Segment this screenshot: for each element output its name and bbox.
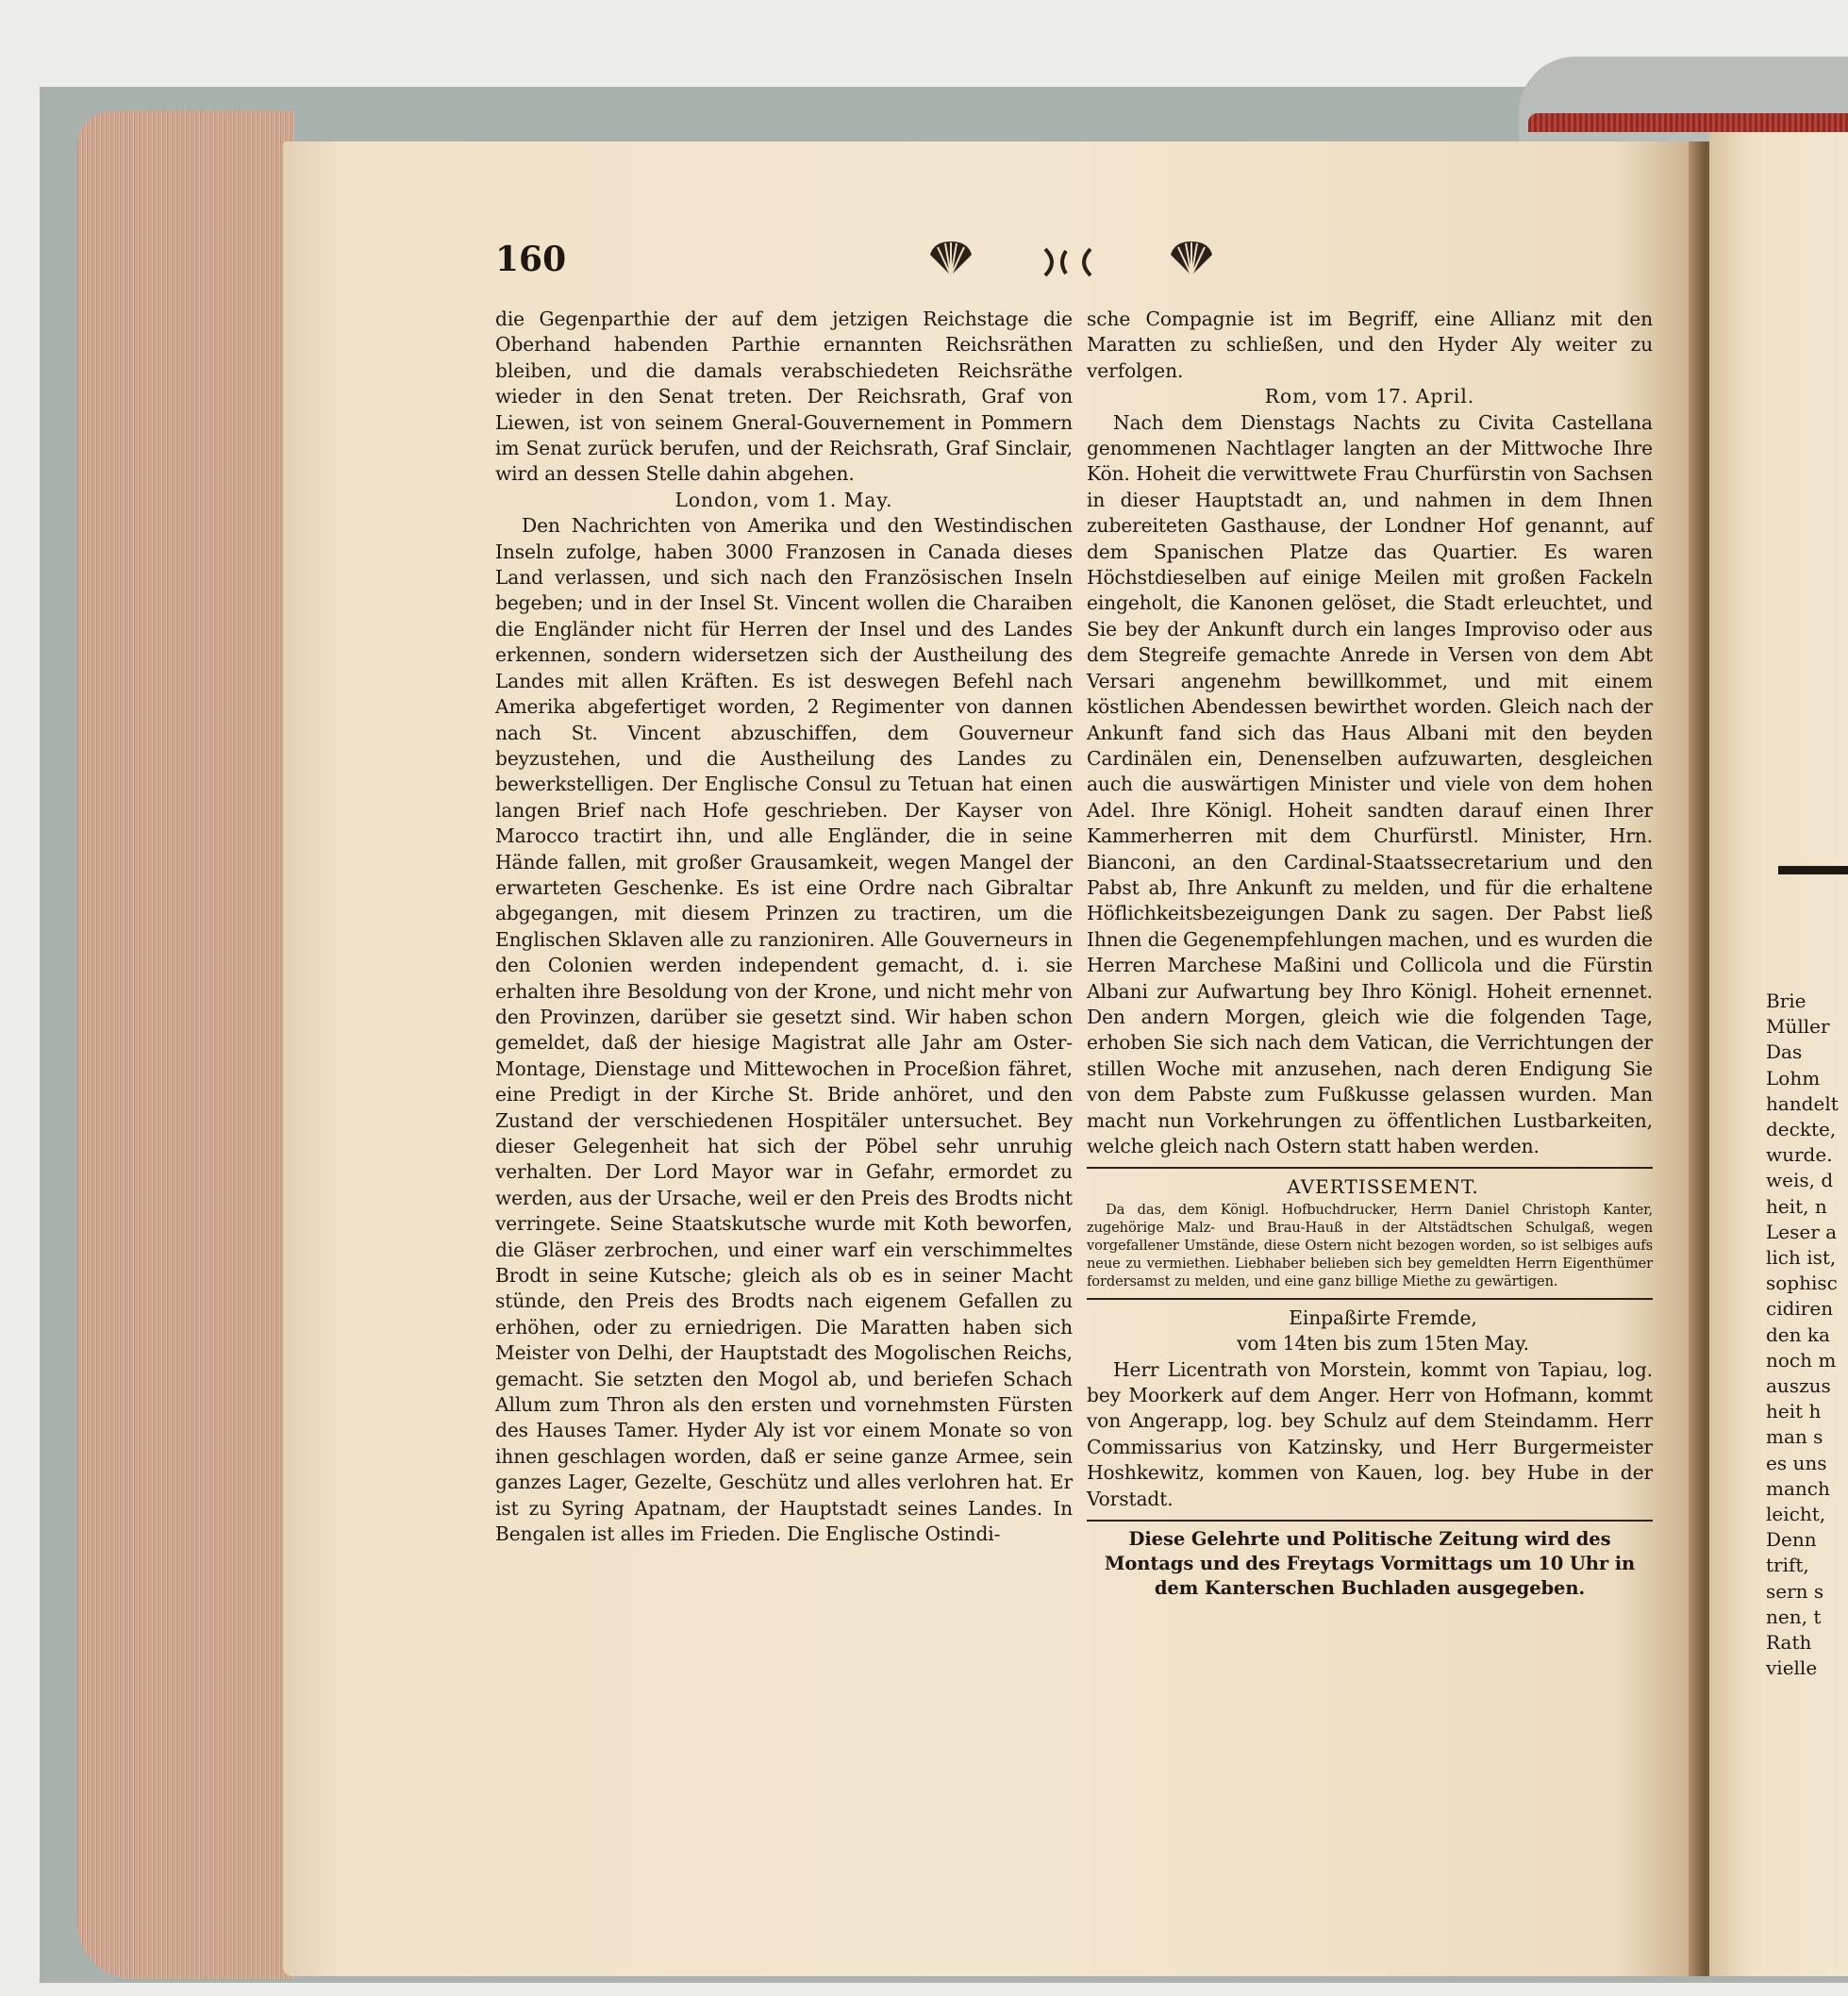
fragment-line: noch m [1766, 1348, 1837, 1372]
bookmark-ribbon [1528, 113, 1848, 132]
paragraph-rom: Nach dem Dienstags Nachts zu Civita Castellana genommenen Nachtlager langten an der Mittwoche Ihre Kön. Hoheit die verwittwete Frau Churfürstin von Sachsen in dieser Hauptstadt an, und nahmen in dem Ihnen zubereiteten Gasthause, der Londner Hof genannt, auf dem Spanischen Platze das Quartier. Es waren Höchstdieselben auf einige Meilen mit großen Fackeln eingeholt, die Kanonen gelöset, die Stadt erleuchtet, und Sie bey der Ankunft durch ein langes Improviso oder aus dem Stegreife gemachte Anrede in Versen von dem Abt Versari angenehm bewillkommet, und mit einem köstlichen Abendessen bewirthet worden. Gleich nach der Ankunft fand sich das Haus Albani mit den beyden Cardinälen ein, Denenselben aufzuwarten, desgleichen auch die auswärtigen Minister und viele von dem hohen Adel. Ihre Königl. Hoheit sandten darauf einen Ihrer Kammerherren mit dem Churfürstl. Minister, Hrn. Bianconi, an den Cardinal-Staatssecretarium und den Pabst ab, Ihre Ankunft zu melden, und für die erhaltene Höflichkeitsbezeigungen Dank zu sagen. Der Pabst ließ Ihnen die Gegenempfehlungen machen, und es wurden die Herren Marchese Maßini und Collicola und die Fürstin Albani zur Aufwartung bey Ihro Königl. Hoheit ernennet. Den andern Morgen, gleich wie die folgenden Tage, erhoben Sie sich nach dem Vatican, die Verrichtungen der stillen Woche mit anzusehen, nach deren Endigung Sie von dem Pabste zum Fußkusse gelassen wurden. Man macht nun Vorkehrungen zu öffentlichen Lustbarkeiten, welche gleich nach Ostern statt haben werden. [1087, 410, 1653, 1157]
fragment-line: Brie [1766, 990, 1806, 1012]
heading-london: London, vom 1. May. [674, 488, 893, 511]
advert-title: AVERTISSEMENT. [1287, 1175, 1479, 1199]
fragment-line: Lohm [1766, 1066, 1821, 1089]
fragment-line: deckte, [1766, 1118, 1837, 1141]
fragment-line: sophisc [1766, 1272, 1838, 1295]
right-column [1087, 307, 1653, 1601]
fragment-line: Rath [1766, 1631, 1812, 1655]
fragment-line: Das [1766, 1040, 1803, 1064]
footer-note: Diese Gelehrte und Politische Zeitung wird des Montags und des Freytags Vormittags um 10 Uhr in dem Kanterschen Buchladen ausgegeben. [1104, 1528, 1636, 1600]
divider [1087, 1167, 1653, 1169]
next-page-fragment [1766, 989, 1848, 1681]
divider [1087, 1298, 1653, 1300]
fragment-line: den ka [1766, 1322, 1830, 1346]
fragment-line: vielle [1766, 1656, 1818, 1680]
fragment-line: leicht, [1766, 1503, 1826, 1526]
fragment-line: handelt [1766, 1091, 1839, 1115]
fragment-line: auszus [1766, 1374, 1831, 1398]
fragment-line: sern s [1766, 1579, 1824, 1603]
paragraph-reichstag: die Gegenparthie der auf dem jetzigen Reichstage die Oberhand habenden Parthie ernannten Reichsräthen bleiben, und die damals verabschiedeten Reichsräthe wieder in den Senat treten. Der Reichsrath, Graf von Liewen, ist von seinem Gneral-Gouvernement in Pommern im Senat zurück berufen, und der Reichsrath, Graf Sinclair, wird an dessen Stelle dahin abgehen. [495, 308, 1073, 486]
fragment-line: Leser a [1766, 1220, 1838, 1243]
page-edges [77, 111, 294, 1979]
advert-text: Da das, dem Königl. Hofbuchdrucker, Herrn Daniel Christoph Kanter, zugehörige Malz- und Brau-Hauß in der Altstädtschen Schulgaß, wegen vorgefallener Umstände, diese Ostern nicht bezogen worden, so ist selbiges aufs neue zu vermiethen. Liebhaber belieben sich bey gemeldten Herrn Eigenthümer fordersamst zu melden, und eine ganz billige Miethe zu gewärtigen. [1087, 1201, 1653, 1289]
divider [1087, 1520, 1653, 1522]
left-column [495, 307, 1073, 1548]
fragment-line: cidiren [1766, 1297, 1834, 1321]
fragment-line: es uns [1766, 1451, 1827, 1474]
fragment-line: lich ist, [1766, 1246, 1837, 1270]
shell-icon [1165, 238, 1218, 279]
fremde-title: Einpaßirte Fremde, [1289, 1306, 1477, 1329]
fragment-line: nen, t [1766, 1605, 1822, 1628]
fragment-line: Müller [1766, 1015, 1830, 1039]
page-number: 160 [495, 240, 567, 279]
fragment-line: heit, n [1766, 1194, 1827, 1218]
paragraph-london: Den Nachrichten von Amerika und den Westindischen Inseln zufolge, haben 3000 Franzosen in Canada dieses Land verlassen, und sich nach den Französischen Inseln begeben; und in der Insel St. Vincent wollen die Charaiben die Engländer nicht für Herren der Insel und des Landes erkennen, sondern widersetzen sich der Austheilung des Landes mit allen Kräften. Es ist deswegen Befehl nach Amerika abgefertiget worden, 2 Regimenter von dannen nach St. Vincent abzuschiffen, dem Gouverneur beyzustehen, und die Austheilung des Landes zu bewerkstelligen. Der Englische Consul zu Tetuan hat einen langen Brief nach Hofe geschrieben. Der Kayser von Marocco tractirt ihn, und alle Engländer, die in seine Hände fallen, mit großer Grausamkeit, wegen Mangel der erwarteten Geschenke. Es ist eine Ordre nach Gibraltar abgegangen, mit diesem Prinzen zu tractiren, um die Englischen Sklaven alle zu ranzioniren. Alle Gouverneurs in den Colonien werden independent gemacht, d. i. sie erhalten ihre Besoldung von der Krone, und nicht mehr von den Provinzen, darüber sie gesetzt sind. Wir haben schon gemeldet, daß der hiesige Magistrat alle Jahr am Oster-Montage, Dienstage und Mittewochen in Proceßion fähret, eine Predigt in der Kirche St. Bride anhöret, und den Zustand der verschiedenen Hospitäler untersuchet. Bey dieser Gelegenheit hat sich der Pöbel sehr unruhig verhalten. Der Lord Mayor war in Gefahr, ermordet zu werden, aus der Ursache, weil er den Preis des Brodts nicht verringete. Seine Staatskutsche wurde mit Koth beworfen, die Gläser zerbrochen, und einer warf ein verschimmeltes Brodt in seine Kutsche; gleich als ob es in seiner Macht stünde, den Preis des Brodts nach eigenem Gefallen zu erhöhen, oder zu erniedrigen. Die Maratten haben sich Meister von Delhi, der Hauptstadt des Mogolischen Reichs, gemacht. Sie setzten den Mogol ab, und beriefen Schach Allum zum Thron als den ersten und vornehmsten Fürsten des Hauses Tamer. Hyder Aly ist vor einem Monate so von ihnen geschlagen worden, daß er seine ganze Armee, sein ganzes Lager, Gezelte, Geschütz und alles verlohren hat. Er ist zu Syring Apatnam, der Hauptstadt seines Landes. In Bengalen ist alles im Frieden. Die Englische Ostindi- [495, 514, 1073, 1546]
heading-rom: Rom, vom 17. April. [1264, 385, 1475, 408]
fremde-dates: vom 14ten bis zum 15ten May. [1237, 1332, 1529, 1356]
page-header [495, 234, 1656, 291]
fremde-text: Herr Licentrath von Morstein, kommt von Tapiau, log. bey Moorkerk auf dem Anger. Herr von Hofmann, kommt von Angerapp, log. bey Schulz auf dem Steindamm. Herr Commissarius von Katzinsky, und Herr Burgermeister Hoshkewitz, kommen von Kauen, log. bey Hube in der Vorstadt. [1087, 1357, 1653, 1510]
fleuron-icon [1038, 243, 1098, 281]
fragment-line: manch [1766, 1476, 1830, 1500]
next-page-rule [1778, 866, 1848, 874]
shell-icon [924, 238, 977, 279]
fragment-line: heit h [1766, 1400, 1822, 1423]
fragment-line: weis, d [1766, 1169, 1834, 1192]
fragment-line: Denn [1766, 1528, 1817, 1552]
fragment-line: man s [1766, 1425, 1823, 1449]
paragraph-compagnie: sche Compagnie ist im Begriff, eine Allianz mit den Maratten zu schließen, und den Hyder Aly weiter zu verfolgen. [1087, 308, 1653, 382]
fragment-line: wurde. [1766, 1143, 1833, 1167]
fragment-line: trift, [1766, 1554, 1809, 1577]
